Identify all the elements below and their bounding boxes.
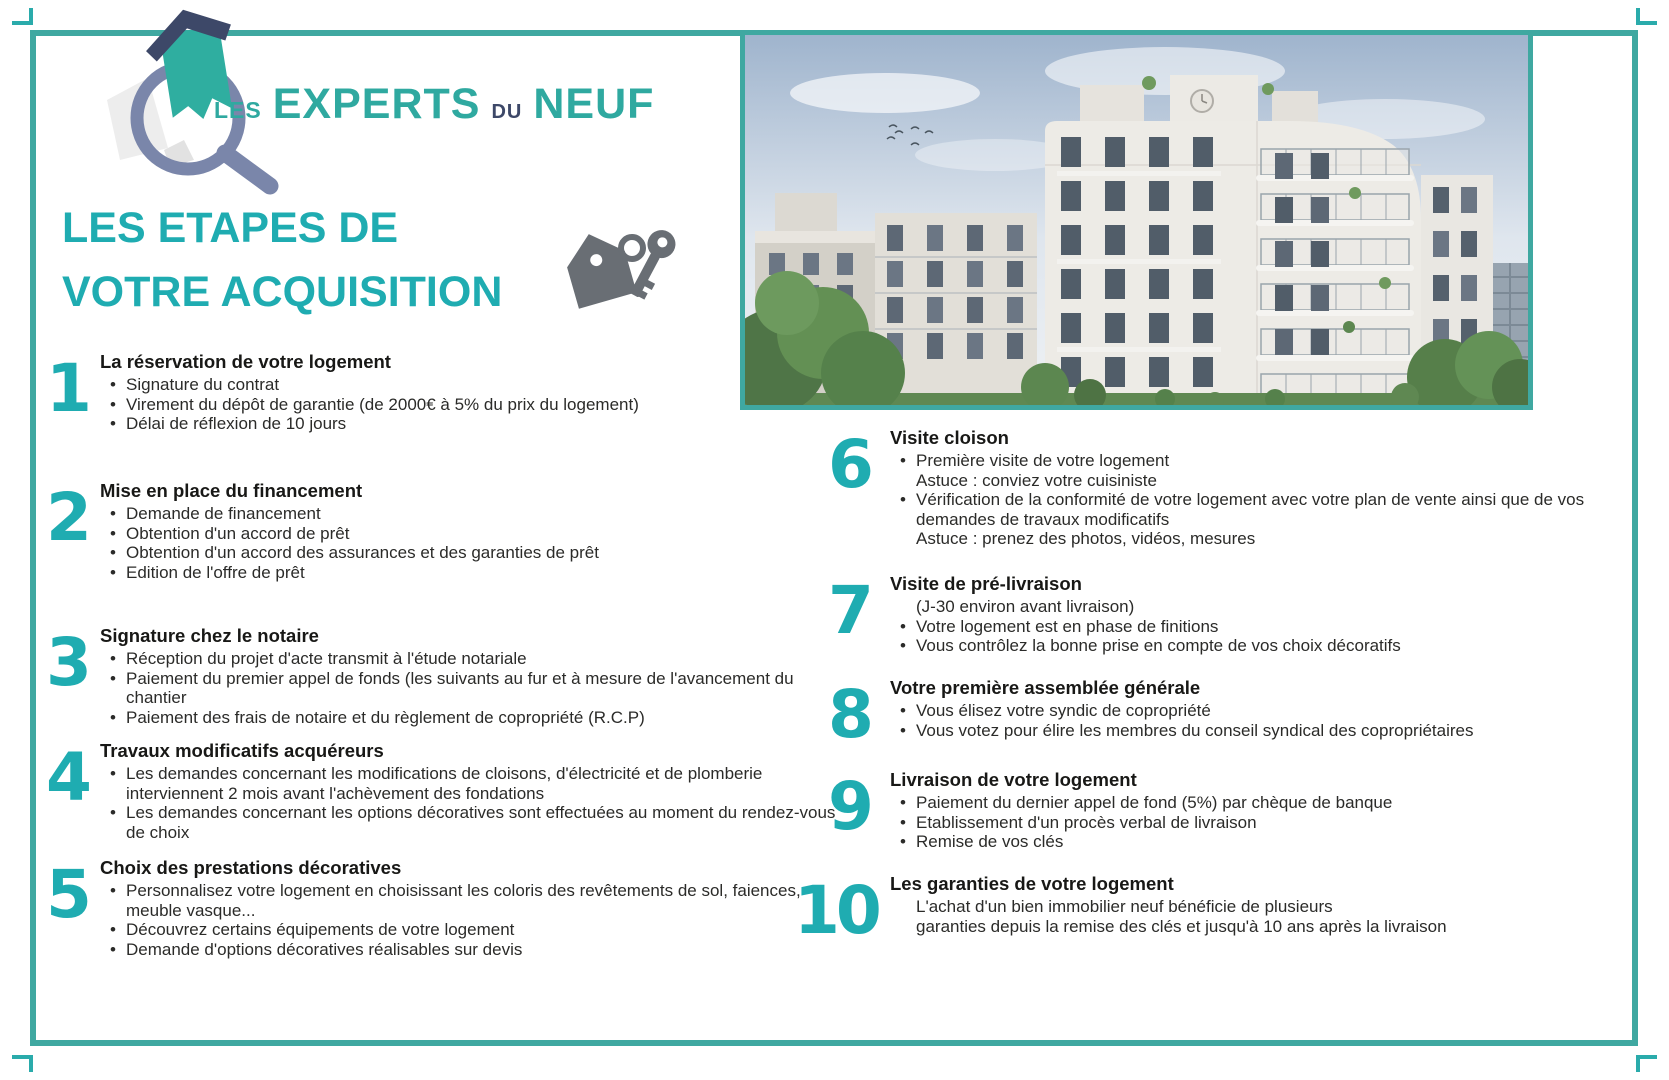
corner-mark-bottom-left (12, 1055, 33, 1072)
page-title-line1: LES ETAPES DE (62, 204, 399, 252)
bullet-item: • Signature du contrat (100, 375, 858, 395)
step-1 (46, 352, 858, 434)
bullet-dot (890, 793, 916, 813)
bullet-dot (890, 701, 916, 721)
bullet-dot (100, 524, 126, 544)
bullet-dot (100, 563, 126, 583)
step-9 (828, 770, 1620, 852)
corner-mark-bottom-right (1636, 1055, 1657, 1072)
step-title: Signature chez le notaire (100, 625, 319, 646)
step-number: 7 (828, 572, 874, 649)
bullet-dot (890, 721, 916, 741)
bullet-item: • Virement du dépôt de garantie (de 2000€ à 5% du prix du logement) (100, 395, 858, 415)
step-number: 2 (46, 479, 92, 556)
bullet-item: • Etablissement d'un procès verbal de livraison (890, 813, 1620, 833)
note-item: Astuce : prenez des photos, vidéos, mesures (916, 529, 1256, 548)
bullet-item: • Paiement du premier appel de fonds (les suivants au fur et à mesure de l'avancement du chantier (100, 669, 858, 708)
bullet-dot (100, 414, 126, 434)
bullet-item: • Edition de l'offre de prêt (100, 563, 858, 583)
step-number: 8 (828, 676, 874, 753)
step-8 (828, 676, 1620, 753)
step-title: Travaux modificatifs acquéreurs (100, 740, 384, 761)
step-title: La réservation de votre logement (100, 351, 391, 372)
step-6 (828, 428, 1620, 549)
step-number: 3 (46, 624, 92, 701)
step-title: Les garanties de votre logement (890, 873, 1174, 894)
bullet-item: • Vous votez pour élire les membres du conseil syndical des copropriétaires (890, 721, 1620, 741)
bullet-dot (890, 490, 916, 529)
bullet-item: • Remise de vos clés (890, 832, 1620, 852)
bullet-dot (100, 881, 126, 920)
bullet-dot (890, 636, 916, 656)
step-title: Visite cloison (890, 427, 1009, 448)
bullet-item: • Paiement du dernier appel de fond (5%) par chèque de banque (890, 793, 1620, 813)
bullet-item: • Première visite de votre logement (890, 451, 1620, 471)
brand-experts: EXPERTS (272, 80, 481, 128)
bullet-item: • Vérification de la conformité de votre logement avec votre plan de vente ainsi que de vos demandes de travaux modificatifs (890, 490, 1620, 529)
step-number: 4 (46, 739, 92, 816)
brand-wordmark (214, 80, 654, 129)
bullet-item: • Demande d'options décoratives réalisables sur devis (100, 940, 858, 960)
bullet-dot (100, 543, 126, 563)
bullet-item: • Découvrez certains équipements de votre logement (100, 920, 858, 940)
bullet-dot (100, 649, 126, 669)
step-number: 9 (828, 768, 874, 845)
note-item: Astuce : conviez votre cuisiniste (916, 470, 1157, 490)
house-keychain-keys-icon (553, 212, 683, 320)
bullet-dot (890, 451, 916, 471)
bullet-dot (100, 920, 126, 940)
bullet-dot (890, 617, 916, 637)
bullet-item: • Obtention d'un accord de prêt (100, 524, 858, 544)
corner-mark-top-right (1636, 8, 1657, 25)
note-item: garanties depuis la remise des clés et jusqu'à 10 ans après la livraison (916, 916, 1447, 936)
page-title (62, 196, 502, 324)
bullet-item: • Les demandes concernant les options décoratives sont effectuées au moment du rendez-vous de choix (100, 803, 858, 842)
page-title-line2: VOTRE ACQUISITION (62, 268, 503, 316)
step-2 (46, 481, 858, 582)
step-5 (46, 858, 858, 959)
step-number: 5 (46, 856, 92, 933)
bullet-dot (100, 375, 126, 395)
step-title: Visite de pré-livraison (890, 573, 1082, 594)
bullet-item: • Obtention d'un accord des assurances et des garanties de prêt (100, 543, 858, 563)
step-number: 6 (828, 426, 874, 503)
step-number: 10 (794, 872, 878, 949)
bullet-item: • Votre logement est en phase de finitions (890, 617, 1620, 637)
step-title: Choix des prestations décoratives (100, 857, 402, 878)
note-item: L'achat d'un bien immobilier neuf bénéficie de plusieurs (916, 897, 1333, 916)
bullet-item: • Délai de réflexion de 10 jours (100, 414, 858, 434)
bullet-dot (100, 940, 126, 960)
bullet-item: • Personnalisez votre logement en choisissant les coloris des revêtements de sol, faiences, meuble vasque... (100, 881, 858, 920)
bullet-dot (100, 504, 126, 524)
step-3 (46, 626, 858, 727)
bullet-dot (100, 669, 126, 708)
bullet-dot (100, 803, 126, 842)
bullet-item: • Réception du projet d'acte transmit à l'étude notariale (100, 649, 858, 669)
brand-les: LES (214, 97, 262, 123)
brand-du: DU (491, 101, 523, 123)
bullet-dot (890, 832, 916, 852)
step-7 (828, 574, 1620, 656)
step-title: Mise en place du financement (100, 480, 363, 501)
bullet-item: • Demande de financement (100, 504, 858, 524)
bullet-dot (100, 395, 126, 415)
step-4 (46, 741, 858, 842)
note-item: (J-30 environ avant livraison) (916, 597, 1135, 616)
bullet-dot (100, 764, 126, 803)
bullet-dot (890, 813, 916, 833)
step-10 (794, 872, 1620, 949)
bullet-item: • Paiement des frais de notaire et du règlement de copropriété (R.C.P) (100, 708, 858, 728)
bullet-item: • Vous élisez votre syndic de copropriété (890, 701, 1620, 721)
bullet-dot (100, 708, 126, 728)
hero-building-image (740, 30, 1533, 410)
bullet-item: • Vous contrôlez la bonne prise en compte de vos choix décoratifs (890, 636, 1620, 656)
bullet-item: • Les demandes concernant les modifications de cloisons, d'électricité et de plomberie interviennent 2 mois avant l'achèvement des fondations (100, 764, 858, 803)
brand-neuf: NEUF (533, 80, 655, 128)
step-title: Votre première assemblée générale (890, 677, 1201, 698)
step-number: 1 (46, 350, 92, 427)
corner-mark-top-left (12, 8, 33, 25)
step-title: Livraison de votre logement (890, 769, 1137, 790)
